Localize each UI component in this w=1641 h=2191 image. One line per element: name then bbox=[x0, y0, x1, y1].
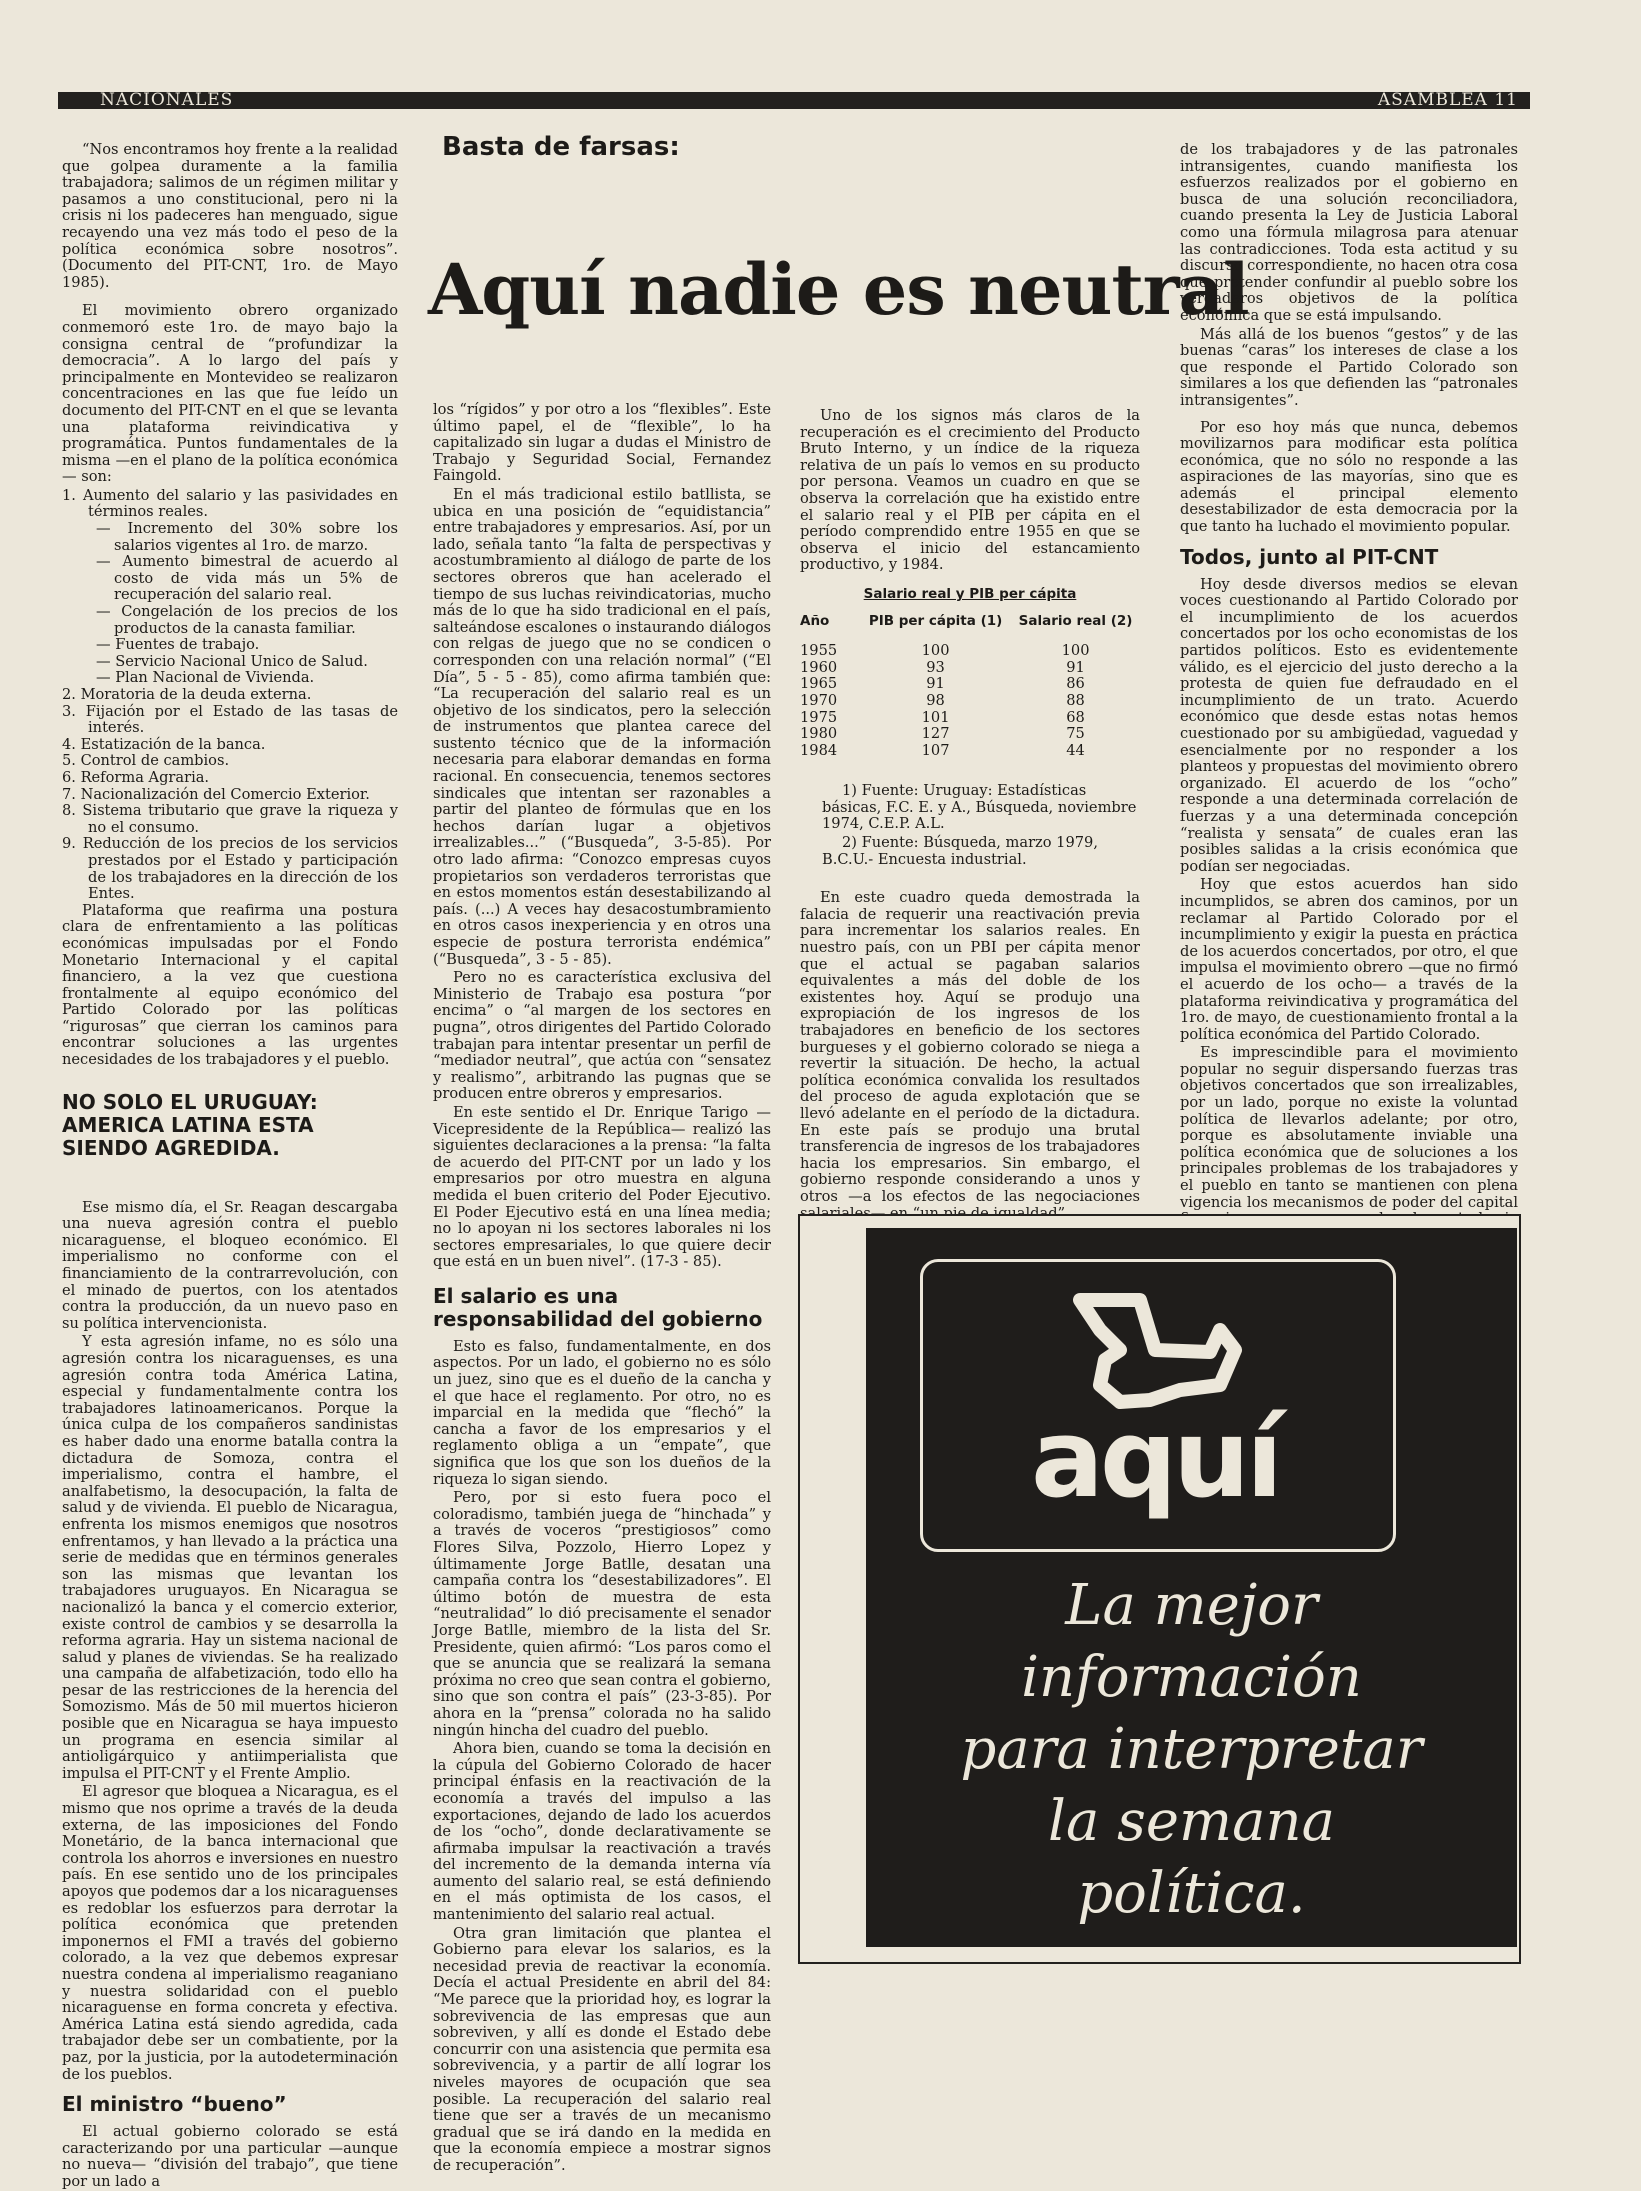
opening-quote: “Nos encontramos hoy frente a la realidad que golpea duramente a la familia trabajadora; salimos de un régimen militar y pasamos a uno constitucional, pero ni la crisis ni los padeceres han menguado, sigue recayendo una vez más todo el peso de la política económica sobre nosotros”. (Documento del PIT-CNT, 1ro. de Mayo 1985). bbox=[62, 141, 398, 291]
table-cell: 44 bbox=[1066, 741, 1085, 759]
table-row bbox=[800, 710, 1140, 727]
table-cell: 91 bbox=[1066, 658, 1085, 676]
body-paragraph: Hoy que estos acuerdos han sido incumplidos, se abren dos caminos, por un reclamar al Partido Colorado por el incumplimiento y exigir la puesta en práctica de los acuerdos concertados, por otro, el que impulsa el movimiento obrero —que no firmó el acuerdo de los ocho— a través de la plataforma reivindicativa y programática del 1ro. de mayo, de cuestionamiento frontal a la política económica del Partido Colorado. bbox=[1180, 876, 1518, 1043]
table-header: PIB per cápita (1) bbox=[868, 612, 1003, 629]
table-cell: 75 bbox=[1066, 725, 1085, 743]
body-paragraph: Más allá de los buenos “gestos” y de las buenas “caras” los intereses de clase a los que responde el Partido Colorado son similares a los que defienden las “patronales intransigentes”. bbox=[1180, 325, 1518, 409]
body-paragraph: En el más tradicional estilo batllista, se ubica en una posición de “equidistancia” entre trabajadores y empresarios. Así, por un lado, señala tanto “la falta de perspectivas y acostumbramiento al diálogo de parte de los sectores obreros que han acelerado el tiempo de sus luchas reivindicatorias, mucho más de lo que ha sido tradicional en el país, salteándose escalones o instaurando diálogos con relgas de juego que no se condicen o corresponden con una relación normal” (“El Día”, 5 - 5 - 85), como afirma también que: “La recuperación del salario real es un objetivo de los sindicatos, pero la selección de instrumentos que plantea carece del sustento técnico que de la información necesaria para elaborar demandas en forma racional. En consecuencia, tenemos sectores sindicales que intentan ser razonables a partir del planteo de fórmulas que en los hechos darían lugar a objetivos irrealizables...” (“Busqueda”, 3-5-85). Por otro lado afirma: “Conozco empresas cuyos propietarios son verdaderos terroristas que en estos momentos están desestabilizando al país. (...) A veces hay desacostumbramiento en otros casos inexperiencia y en otros una especie de postura terrorista endémica” (“Busqueda”, 3 - 5 - 85). bbox=[433, 485, 771, 968]
slogan-line: información bbox=[1021, 1645, 1362, 1710]
table-cell: 98 bbox=[926, 691, 945, 709]
list-item: 6. Reforma Agraria. bbox=[62, 768, 210, 786]
table-header: Salario real (2) bbox=[1018, 612, 1133, 629]
table-cell: 100 bbox=[1061, 642, 1090, 660]
list-subitem: — Fuentes de trabajo. bbox=[96, 636, 260, 654]
table-footnote: 1) Fuente: Uruguay: Estadísticas básicas, F.C. E. y A., Búsqueda, noviembre 1974, C.E.P. A.L. bbox=[822, 782, 1137, 833]
section-subhead: El salario es una responsabilidad del gobierno bbox=[433, 1283, 763, 1331]
slogan-line: política. bbox=[1077, 1861, 1306, 1926]
slogan-line: La mejor bbox=[1065, 1573, 1318, 1638]
list-subitem: — Plan Nacional de Vivienda. bbox=[96, 669, 315, 687]
page-label: ASAMBLEA 11 bbox=[1377, 90, 1518, 110]
list-subitem: — Servicio Nacional Unico de Salud. bbox=[96, 652, 368, 670]
table-cell: 1970 bbox=[800, 691, 838, 709]
table-cell: 101 bbox=[921, 708, 950, 726]
table-cell: 93 bbox=[926, 658, 945, 676]
list-item: 9. Reducción de los precios de los servicios prestados por el Estado y participación de los trabajadores en la dirección de los Entes. bbox=[62, 835, 398, 903]
column-4 bbox=[1180, 141, 1518, 1211]
table-cell: 1984 bbox=[800, 741, 838, 759]
table-cell: 1975 bbox=[800, 708, 838, 726]
list-item: 8. Sistema tributario que grave la riqueza y no el consumo. bbox=[62, 802, 398, 836]
table-cell: 1960 bbox=[800, 658, 838, 676]
table-cell: 68 bbox=[1066, 708, 1085, 726]
table-cell: 1980 bbox=[800, 725, 838, 743]
table-row bbox=[800, 660, 1140, 677]
body-paragraph: Ahora bien, cuando se toma la decisión en la cúpula del Gobierno Colorado de hacer principal énfasis en la reactivación de la economía a través del impulso a las exportaciones, dejando de lado los acuerdos de los “ocho”, donde declarativamente se afirmaba impulsar la reactivación a través del incremento de la demanda interna vía aumento del salario real, se está definiendo en el más optimista de los casos, el mantenimiento del salario real actual. bbox=[433, 1740, 771, 1924]
table-cell: 86 bbox=[1066, 675, 1085, 693]
platform-paragraph: Plataforma que reafirma una postura clara de enfrentamiento a las políticas económicas impulsadas por el Fondo Monetario Internacional y el capital financiero, a la vez que cuestiona frontalmente al equipo económico del Partido Colorado por las políticas “rigurosas” que cierran los caminos para encontrar soluciones a las urgentes necesidades de los trabajadores y el pueblo. bbox=[62, 901, 398, 1069]
body-paragraph: Hoy desde diversos medios se elevan voces cuestionando al Partido Colorado por el incumplimiento de los acuerdos concertados por los ocho economistas de los partidos políticos. Esto es evidentemente válido, es el ejercicio del justo derecho a la protesta de quien fue defraudado en el incumplimiento de un trato. Acuerdo económico que desde estas notas hemos cuestionado por su ambigüedad, vaguedad y esencialmente por no responder a los planteos y propuestas del movimiento obrero organizado. El acuerdo de los “ocho” responde a una determinada correlación de fuerzas y a una determinada concepción “realista y sensata” de cuales eran las posibles salidas a la crisis económica que podían ser negociadas. bbox=[1180, 575, 1518, 875]
body-paragraph: los “rígidos” y por otro a los “flexibles”. Este último papel, el de “flexible”, lo ha capitalizado sin lugar a dudas el Ministro de Trabajo y Seguridad Social, Fernandez Faingold. bbox=[433, 401, 771, 485]
section-subhead: NO SOLO EL URUGUAY: AMERICA LATINA ESTA SIENDO AGREDIDA. bbox=[62, 1089, 318, 1160]
list-subitem: — Aumento bimestral de acuerdo al costo de vida más un 5% de recuperación del salario real. bbox=[96, 553, 398, 604]
section-name: NACIONALES bbox=[100, 90, 234, 110]
section-header-bar bbox=[58, 92, 1530, 109]
body-paragraph: El actual gobierno colorado se está caracterizando por una particular —aunque no nueva— “división del trabajo”, que tiene por un lado a bbox=[62, 2123, 398, 2190]
table-cell: 127 bbox=[921, 725, 950, 743]
list-subitem: — Congelación de los precios de los productos de la canasta familiar. bbox=[96, 603, 398, 637]
slogan-line: para interpretar bbox=[960, 1717, 1423, 1782]
body-paragraph: Pero no es característica exclusiva del Ministerio de Trabajo esa postura “por encima” o “al margen de los sectores en pugna”, otros dirigentes del Partido Colorado trabajan para intentar presentar un perfil de “mediador neutral”, que actúa con “sensatez y realismo”, arbitrando las pugnas que se producen entre obreros y empresarios. bbox=[433, 969, 771, 1103]
table-cell: 100 bbox=[921, 642, 950, 660]
table-cell: 1955 bbox=[800, 642, 838, 660]
table-row bbox=[800, 693, 1140, 710]
list-subitem: — Incremento del 30% sobre los salarios vigentes al 1ro. de marzo. bbox=[96, 520, 398, 554]
body-paragraph: Es imprescindible para el movimiento popular no seguir dispersando fuerzas tras objetivos concertados que son irrealizables, por un lado, porque no existe la voluntad política de llevarlos adelante; por otro, porque es absolutamente inviable una política económica que de soluciones a los principales problemas de los trabajadores y el pueblo en tanto se mantienen con plena vigencia los mecanismos de poder del capital bbox=[1180, 1044, 1518, 1211]
list-item: 3. Fijación por el Estado de las tasas de interés. bbox=[62, 702, 398, 737]
megaphone-icon bbox=[1060, 1290, 1250, 1410]
salary-gdp-table bbox=[800, 613, 1140, 760]
article-kicker: Basta de farsas: bbox=[442, 132, 680, 162]
list-item: 2. Moratoria de la deuda externa. bbox=[62, 686, 312, 703]
table-cell: 91 bbox=[926, 675, 945, 693]
table-row bbox=[800, 643, 1140, 660]
section-subhead: El ministro “bueno” bbox=[62, 2092, 287, 2117]
column-3 bbox=[800, 408, 1140, 1208]
list-item: 7. Nacionalización del Comercio Exterior. bbox=[62, 785, 370, 803]
body-paragraph: Y esta agresión infame, no es sólo una agresión contra los nicaraguenses, es una agresión contra toda América Latina, especial y fundamentalmente contra los trabajadores latinoamericanos. Porque la única culpa de los compañeros sandinistas es haber dado una enorme batalla contra la dictadura de Somoza, contra el imperialismo, contra el hambre, el analfabetismo, la desocupación, la falta de salud y de vivienda. El pueblo de Nicaragua, enfrenta los mismos enemigos que nosotros enfrentamos, y han llevado a la práctica una serie de medidas que en términos generales son las mismas que levantan los trabajadores uruguayos. En Nicaragua se nacionalizó la banca y el comercio exterior, existe control de cambios y se desarrolla la reforma agraria. Hay un sistema nacional de salud y planes de viviendas. Se ha realizado una campaña de alfabetización, todo ello ha pesar de las restricciones de la herencia del Somozismo. Más de 50 mil muertos hicieron posible que en Nicaragua se haya impuesto un programa en esencia similar al antioligárquico y antiimperialista que impulsa el PIT-CNT y el Frente Amplio. bbox=[62, 1333, 398, 1782]
table-header: Año bbox=[800, 612, 830, 629]
slogan-line: la semana bbox=[1048, 1789, 1335, 1854]
table-cell: 107 bbox=[921, 741, 950, 759]
body-paragraph: En este sentido el Dr. Enrique Tarigo —Vicepresidente de la República— realizó las siguientes declaraciones a la prensa: “la falta de acuerdo del PIT-CNT por un lado y los empresarios por otro muestra en alguna medida el buen criterio del Poder Ejecutivo. El Poder Ejecutivo está en una línea media; no lo apoyan ni los sectores laborales ni los sectores empresariales, lo que quiere decir que está en un buen nivel”. (17-3 - 85). bbox=[433, 1103, 771, 1271]
ad-slogan bbox=[866, 1570, 1517, 1930]
body-paragraph: Por eso hoy más que nunca, debemos movilizarnos para modificar esta política económica, que no sólo no responde a las aspiraciones de las mayorías, sino que es además el principal elemento desestabilizador de esta democracia por la que tanto ha luchado el movimiento popular. bbox=[1180, 418, 1518, 536]
table-row bbox=[800, 743, 1140, 760]
table-footnote: 2) Fuente: Búsqueda, marzo 1979, B.C.U.- Encuesta industrial. bbox=[822, 834, 1098, 868]
body-paragraph: Ese mismo día, el Sr. Reagan descargaba una nueva agresión contra el pueblo nicaraguense, el bloqueo económico. El imperialismo no conforme con el financiamiento de la contrarrevolución, con el minado de puertos, con los atentados contra la producción, da un nuevo paso en su política intervencionista. bbox=[62, 1198, 398, 1332]
table-cell: 1965 bbox=[800, 675, 838, 693]
list-item: 1. Aumento del salario y las pasividades en términos reales. bbox=[62, 486, 398, 521]
aqui-logo-text: aquí bbox=[1030, 1397, 1280, 1522]
list-item: 4. Estatización de la banca. bbox=[62, 735, 266, 753]
body-paragraph: El agresor que bloquea a Nicaragua, es el mismo que nos oprime a través de la deuda externa, de las imposiciones del Fondo Monetário, de la banca internacional que controla los ahorros e inversiones en nuestro país. En ese sentido uno de los principales apoyos que podemos dar a los nicaraguenses es redoblar los esfuerzos para derrotar la política económica que pretenden imponernos el FMI a través del gobierno colorado, a la vez que debemos expresar nuestra condena al imperialismo reaganiano y nuestra solidaridad con el pueblo nicaraguense en forma concreta y efectiva. América Latina está siendo agredida, cada trabajador debe ser un combatiente, por la paz, por la justicia, por la autodeterminación de los pueblos. bbox=[62, 1783, 398, 2083]
column-1 bbox=[62, 141, 398, 2190]
table-cell: 88 bbox=[1066, 691, 1085, 709]
table-header-row bbox=[800, 613, 1140, 630]
list-item: 5. Control de cambios. bbox=[62, 752, 230, 770]
intro-paragraph: El movimiento obrero organizado conmemoró este 1ro. de mayo bajo la consigna central de “profundizar la democracia”. A lo largo del país y principalmente en Montevideo se realizaron concentraciones en las que fue leído un documento del PIT-CNT en el que se levanta una plataforma reivindicativa y programática. Puntos fundamentales de la misma —en el plano de la política económica— son: bbox=[62, 302, 398, 486]
article-headline: Aquí nadie es neutral bbox=[428, 248, 1249, 331]
table-row bbox=[800, 726, 1140, 743]
body-paragraph: Uno de los signos más claros de la recuperación es el crecimiento del Producto Bruto Interno, y un índice de la riqueza relativa de un país lo vemos en su producto por persona. Veamos un cuadro en que se observa la correlación que ha existido entre el salario real y el PIB per cápita en el período comprendido entre 1955 en que se observa el inicio del estancamiento productivo, y 1984. bbox=[800, 407, 1140, 574]
column-2 bbox=[433, 401, 771, 2174]
body-paragraph: En este cuadro queda demostrada la falacia de requerir una reactivación previa para incrementar los salarios reales. En nuestro país, con un PBI per cápita menor que el actual se pagaban salarios equivalentes a más del doble de los existentes hoy. Aquí se produjo una expropiación de los ingresos de los trabajadores en beneficio de los sectores burgueses y el gobierno colorado se niega a revertir la situación. De hecho, la actual política económica convalida los resultados del proceso de aguda explotación que se llevó adelante en el período de la dictadura. En este país se produjo una brutal transferencia de ingresos de los trabajadores hacia los empresarios. Sin embargo, el gobierno responde considerando a unos y otros —a los efectos de las negociaciones bbox=[800, 889, 1140, 1205]
body-paragraph: Esto es falso, fundamentalmente, en dos aspectos. Por un lado, el gobierno no es sólo un juez, sino que es el dueño de la cancha y el que hace el reglamento. Por otro, no es imparcial en la medida que “flechó” la cancha a favor de los empresarios y el reglamento obliga a un “empate”, que significa que los que son los dueños de la riqueza lo sigan siendo. bbox=[433, 1337, 771, 1488]
table-caption: Salario real y PIB per cápita bbox=[863, 585, 1077, 602]
body-paragraph: Pero, por si esto fuera poco el coloradismo, también juega de “hinchada” y a través de voceros “prestigiosos” como Flores Silva, Pozzolo, Hierro Lopez y últimamente Jorge Batlle, desatan una campaña contra los “desestabilizadores”. El último botón de muestra de esta “neutralidad” lo dió precisamente el senador Jorge Batlle, miembro de la lista del Sr. Presidente, quien afirmó: “Los paros como el que se anuncia que se realizará la semana próxima no creo que sean contra el gobierno, sino que son contra el país” (23-3-85). Por ahora en la “prensa” colorada no ha salido ningún hincha del cuadro del pueblo. bbox=[433, 1489, 771, 1739]
body-paragraph: Otra gran limitación que plantea el Gobierno para elevar los salarios, es la necesidad previa de reactivar la economía. Decía el actual Presidente en abril del 84: “Me parece que la prioridad hoy, es lograr la sobrevivencia de las empresas que aun sobreviven, y allí es donde el Estado debe concurrir con una asistencia que permita esa sobrevivencia, y a partir de allí lograr los niveles mayores de ocupación que sea posible. La recuperación del salario real tiene que ser a través de un mecanismo gradual que se irá dando en la medida en que la economía empiece a mostrar signos de recuperación”. bbox=[433, 1924, 771, 2174]
body-paragraph: de los trabajadores y de las patronales intransigentes, cuando manifiesta los esfuerzos realizados por el gobierno en busca de una solución reconciliadora, cuando presenta la Ley de Justicia Laboral como una fórmula milagrosa para atenuar las contradicciones. Toda esta actitud y su discurso correspondiente, no hacen otra cosa que pretender confundir al pueblo sobre los verdaderos objetivos de la política económica que se está impulsando. bbox=[1180, 141, 1518, 324]
section-subhead: Todos, junto al PIT-CNT bbox=[1180, 544, 1439, 569]
demands-list bbox=[62, 488, 398, 903]
table-row bbox=[800, 676, 1140, 693]
